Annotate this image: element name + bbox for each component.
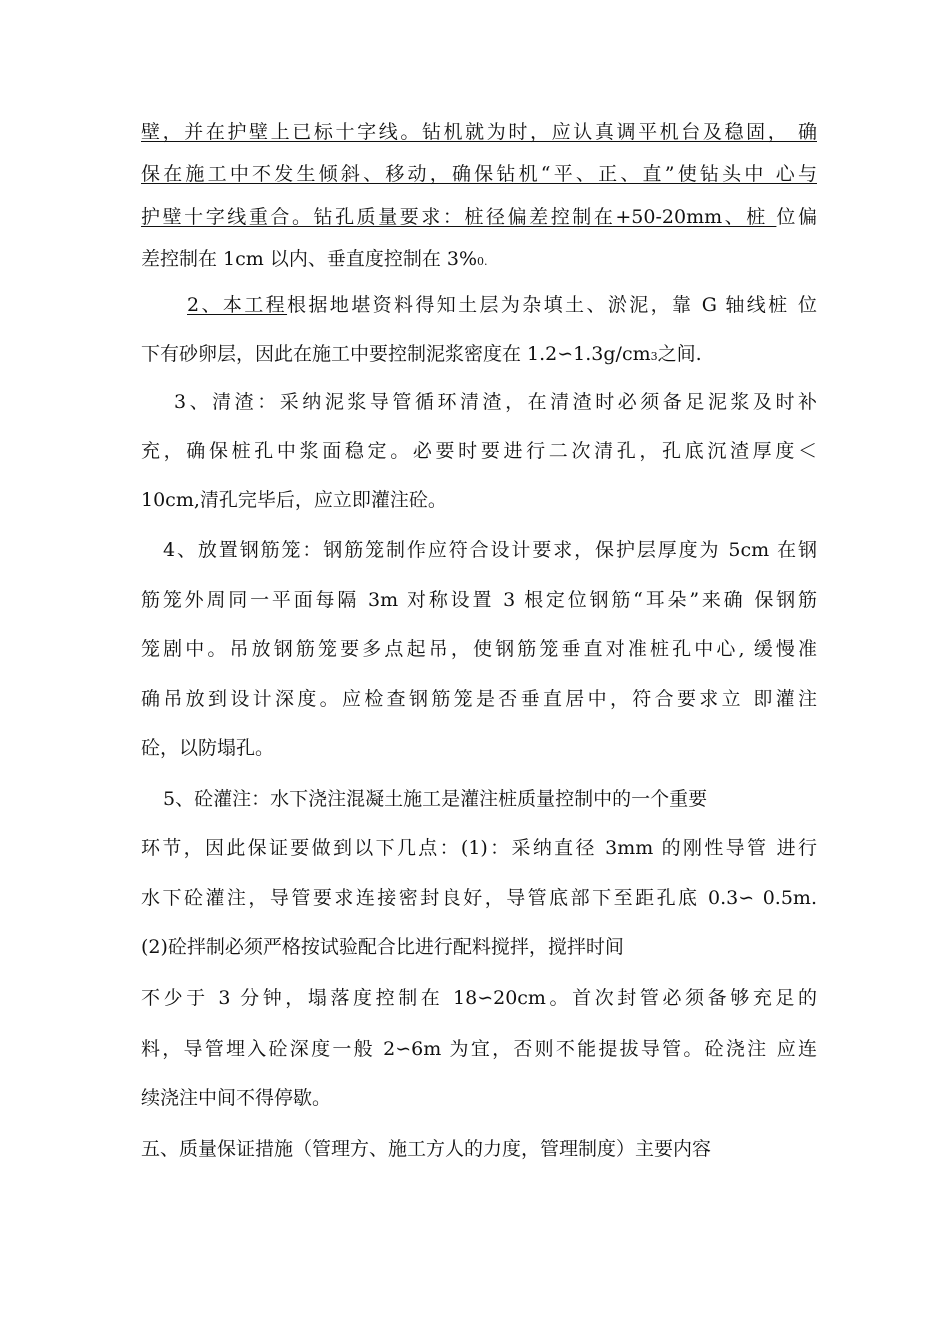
paragraph-4-line-2: [141, 587, 817, 613]
paragraph-2-line-2-small: 3: [650, 350, 658, 363]
paragraph-1-line-4-small: 0.: [477, 255, 488, 268]
paragraph-4-line-5: [141, 735, 817, 761]
paragraph-5-line-7-text: 续浇注中间不得停歇。: [141, 1087, 332, 1109]
paragraph-3-line-1: [174, 389, 817, 415]
paragraph-5-line-4-text: (2)砼拌制必须严格按试验配合比进行配料搅拌，搅拌时间: [141, 936, 624, 958]
paragraph-2-line-2-before: 下有砂卵层，因此在施工中要控制泥浆密度在 1.2∽1.3g/cm: [141, 343, 651, 365]
paragraph-5-line-4: [141, 934, 817, 960]
paragraph-1-line-1: [141, 119, 817, 145]
paragraph-2-line-1-rest: 根据地堪资料得知土层为杂填土、淤泥，靠 G 轴线桩 位: [287, 294, 817, 316]
paragraph-4-line-1-text: 4、放置钢筋笼：钢筋笼制作应符合设计要求，保护层厚度为 5cm 在钢: [163, 539, 817, 561]
paragraph-1-line-2: [141, 161, 817, 187]
paragraph-5-line-3: [141, 885, 817, 911]
paragraph-1-line-1-text: 壁，并在护壁上已标十字线。钻机就为时，应认真调平机台及稳固， 确: [141, 121, 817, 143]
paragraph-1-line-4-main: 差控制在 1cm 以内、垂直度控制在 3%: [141, 248, 478, 270]
paragraph-5-line-1-text: 5、砼灌注：水下浇注混凝土施工是灌注桩质量控制中的一个重要: [163, 788, 708, 810]
paragraph-1-line-3: [141, 204, 817, 230]
paragraph-4-line-5-text: 砼，以防塌孔。: [141, 737, 275, 759]
paragraph-3-line-3-text: 10cm,清孔完毕后，应立即灌注砼。: [141, 489, 447, 511]
paragraph-3-line-2-text: 充，确保桩孔中浆面稳定。必要时要进行二次清孔，孔底沉渣厚度＜: [141, 440, 817, 462]
paragraph-5-line-1: [163, 786, 817, 812]
paragraph-2-line-2-after: 之间.: [657, 343, 702, 365]
paragraph-5-line-6-text: 料，导管埋入砼深度一般 2∽6m 为宜，否则不能提拔导管。砼浇注 应连: [141, 1038, 817, 1060]
paragraph-5-line-6: [141, 1036, 817, 1062]
paragraph-4-line-1: [163, 537, 817, 563]
paragraph-4-line-3: [141, 636, 817, 662]
paragraph-3-line-2: [141, 438, 817, 464]
paragraph-5-line-2-text: 环节，因此保证要做到以下几点：(1)：采纳直径 3mm 的刚性导管 进行: [141, 837, 817, 859]
paragraph-4-line-4: [141, 686, 817, 712]
paragraph-5-line-3-text: 水下砼灌注，导管要求连接密封良好，导管底部下至距孔底 0.3∽ 0.5m.: [141, 887, 817, 909]
paragraph-2-line-1: [187, 292, 817, 318]
section-heading: [141, 1136, 817, 1162]
paragraph-4-line-3-text: 笼剧中。吊放钢筋笼要多点起吊，使钢筋笼垂直对准桩孔中心, 缓慢准: [141, 638, 817, 660]
paragraph-1-line-2-text: 保在施工中不发生倾斜、移动，确保钻机“平、正、直”使钻头中 心与: [141, 163, 817, 185]
paragraph-1-line-3-underlined: 护壁十字线重合。钻孔质量要求：桩径偏差控制在+50-20mm、桩: [141, 206, 777, 228]
paragraph-1-line-3-rest: 位偏: [776, 206, 817, 228]
paragraph-5-line-5-text: 不少于 3 分钟，塌落度控制在 18∽20cm。首次封管必须备够充足的: [141, 987, 817, 1009]
paragraph-4-line-4-text: 确吊放到设计深度。应检查钢筋笼是否垂直居中，符合要求立 即灌注: [141, 688, 817, 710]
paragraph-2-line-1-underlined: 2、本工程: [187, 294, 288, 316]
section-heading-text: 五、质量保证措施（管理方、施工方人的力度，管理制度）主要内容: [141, 1138, 712, 1160]
paragraph-4-line-2-text: 筋笼外周同一平面每隔 3m 对称设置 3 根定位钢筋“耳朵”来确 保钢筋: [141, 589, 817, 611]
paragraph-5-line-5: [141, 985, 817, 1011]
paragraph-3-line-3: [141, 487, 817, 513]
paragraph-2-line-2: [141, 341, 817, 370]
paragraph-3-line-1-text: 3、清渣：采纳泥浆导管循环清渣，在清渣时必须备足泥浆及时补: [174, 391, 817, 413]
paragraph-1-line-4: [141, 246, 817, 275]
paragraph-5-line-7: [141, 1085, 817, 1111]
paragraph-5-line-2: [141, 835, 817, 861]
